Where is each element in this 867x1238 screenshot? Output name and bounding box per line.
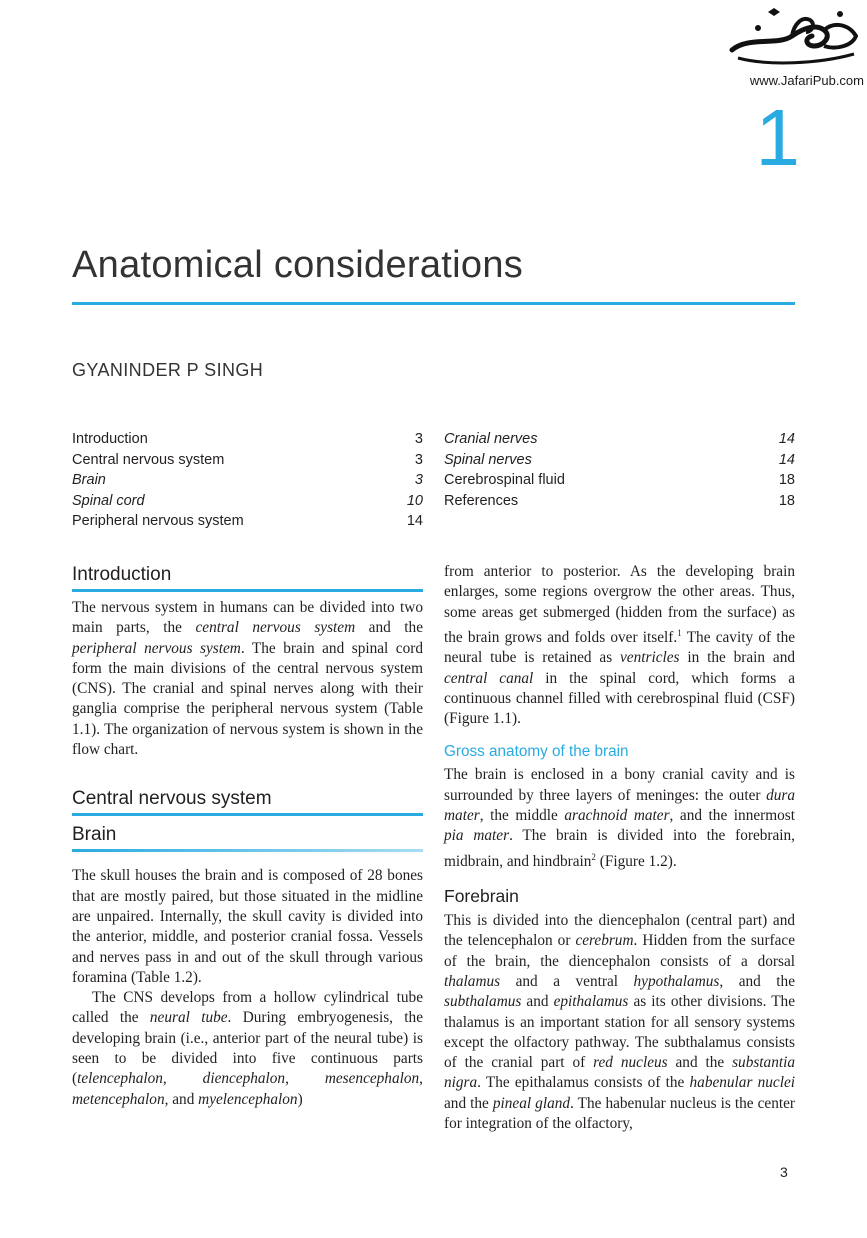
toc-label: Cerebrospinal fluid bbox=[444, 472, 565, 488]
text-run: ) bbox=[297, 1090, 303, 1108]
italic-term: arachnoid mater bbox=[564, 807, 670, 825]
heading-rule bbox=[72, 849, 423, 852]
text-run: . The brain is divided into the forebrain, midbrain, and hindbrain bbox=[444, 827, 796, 870]
toc-entry[interactable] bbox=[72, 450, 423, 471]
italic-term: mesencephalon bbox=[324, 1070, 420, 1088]
toc-label: Brain bbox=[72, 472, 106, 488]
text-run: . The epithalamus consists of the bbox=[477, 1074, 690, 1092]
subsection-heading-brain: Brain bbox=[72, 824, 117, 846]
reference-superscript: 1 bbox=[677, 627, 682, 638]
toc-label: Spinal cord bbox=[72, 492, 145, 509]
toc-label: References bbox=[444, 492, 519, 509]
toc-entry[interactable] bbox=[72, 511, 423, 532]
development-paragraph bbox=[444, 562, 795, 729]
toc-page: 3 bbox=[414, 431, 423, 447]
toc-entry[interactable] bbox=[444, 450, 795, 471]
toc-label: Central nervous system bbox=[72, 451, 225, 468]
toc-label: Introduction bbox=[72, 431, 148, 447]
text-run: , and the bbox=[719, 972, 795, 990]
italic-term: epithalamus bbox=[553, 993, 629, 1011]
text-run: The CNS develops from a hollow cylindrical tube called the bbox=[72, 989, 423, 1027]
text-run: and a ventral bbox=[500, 972, 634, 990]
italic-term: red nucleus bbox=[593, 1054, 668, 1072]
subsection-heading-gross-anatomy: Gross anatomy of the brain bbox=[444, 743, 629, 761]
text-run: from anterior to posterior. As the developing brain enlarges, some regions overgrow the other areas. Thus, some areas get submerged (hidden from the surface) as the brain grows and folds over itself. bbox=[444, 563, 795, 646]
italic-term: ventricles bbox=[620, 649, 680, 667]
italic-term: habenular nuclei bbox=[689, 1074, 795, 1092]
italic-term: diencephalon bbox=[202, 1070, 286, 1088]
brain-paragraph-2 bbox=[72, 988, 423, 1110]
italic-term: thalamus bbox=[444, 972, 501, 990]
italic-term: metencephalon bbox=[72, 1090, 165, 1108]
reference-superscript: 2 bbox=[591, 851, 596, 862]
toc-right-column bbox=[444, 429, 795, 511]
italic-term: cerebrum bbox=[575, 932, 634, 950]
forebrain-paragraph bbox=[444, 911, 795, 1134]
text-run: , and the innermost bbox=[669, 807, 795, 825]
italic-term: peripheral nervous system bbox=[72, 639, 241, 657]
toc-entry[interactable] bbox=[72, 470, 423, 491]
publisher-url: www.JafariPub.com bbox=[749, 73, 864, 88]
italic-term: pineal gland bbox=[492, 1094, 571, 1112]
toc-entry[interactable] bbox=[444, 470, 795, 491]
right-column bbox=[444, 562, 795, 1134]
toc-page: 3 bbox=[414, 451, 423, 468]
text-run: and the bbox=[444, 1094, 493, 1112]
text-run: . Hidden from the surface of the brain, the diencephalon consists of a dorsal bbox=[444, 932, 796, 970]
text-run: This is divided into the diencephalon (central part) and the telencephalon or bbox=[444, 912, 795, 950]
italic-term: subthalamus bbox=[444, 993, 522, 1011]
toc-page: 14 bbox=[778, 451, 795, 468]
toc-entry[interactable] bbox=[72, 429, 423, 450]
text-run: The brain is enclosed in a bony cranial cavity and is surrounded by three layers of meninges: the outer bbox=[444, 766, 795, 804]
publisher-logo bbox=[728, 6, 858, 68]
subsection-heading-forebrain: Forebrain bbox=[444, 886, 519, 907]
text-run: . The habenular nucleus is the center for integration of the olfactory, bbox=[444, 1094, 795, 1133]
gross-anatomy-paragraph bbox=[444, 765, 795, 872]
heading-rule bbox=[72, 813, 423, 816]
heading-rule bbox=[72, 589, 423, 592]
brain-paragraph-1: The skull houses the brain and is composed of 28 bones that are mostly paired, but those situated in the midline are unpaired. Internally, the skull cavity is divided into the anterior, middle, and posterior cranial fossa. Vessels and nerves pass in and out of the skull through various foramina (Table 1.2). bbox=[72, 867, 423, 986]
text-run: as its other divisions. The thalamus is an important station for all sensory systems except the olfactory pathway. The subthalamus consists of the cranial part of bbox=[444, 993, 795, 1072]
left-column bbox=[72, 558, 423, 1110]
italic-term: neural tube bbox=[149, 1009, 228, 1027]
toc-page: 18 bbox=[778, 472, 795, 488]
text-run: and the bbox=[355, 619, 423, 637]
text-run: in the brain and bbox=[679, 649, 795, 667]
italic-term: central canal bbox=[444, 669, 534, 687]
intro-paragraph bbox=[72, 598, 423, 760]
text-run: (Figure 1.2). bbox=[595, 852, 677, 870]
text-run: . The brain and spinal cord form the main divisions of the central nervous system (CNS). The cranial and spinal nerves along with their ganglia comprise the peripheral nervous system (Table 1.1). The organization of nervous system is shown in the flow chart. bbox=[72, 639, 423, 759]
italic-term: pia mater bbox=[444, 827, 510, 845]
italic-term: telencephalon bbox=[77, 1070, 163, 1088]
italic-term: myelencephalon bbox=[198, 1090, 298, 1108]
text-run: , the middle bbox=[479, 807, 565, 825]
chapter-author: GYANINDER P SINGH bbox=[72, 360, 264, 380]
toc-entry[interactable] bbox=[72, 491, 423, 512]
italic-term: central nervous system bbox=[195, 619, 356, 637]
title-rule bbox=[72, 302, 795, 305]
toc-page: 14 bbox=[778, 431, 795, 447]
toc-label: Peripheral nervous system bbox=[72, 513, 244, 529]
text-run: in the spinal cord, which forms a continuous channel filled with cerebrospinal fluid (CSF) (Figure 1.1). bbox=[444, 669, 795, 728]
italic-term: dura mater bbox=[444, 786, 795, 825]
text-run: , and bbox=[164, 1090, 199, 1108]
toc-page: 3 bbox=[414, 472, 423, 488]
text-run: and bbox=[521, 993, 554, 1011]
toc-label: Cranial nerves bbox=[444, 431, 538, 447]
text-run: The nervous system in humans can be divided into two main parts, the bbox=[72, 599, 423, 637]
toc-entry[interactable] bbox=[444, 429, 795, 450]
text-run: , bbox=[285, 1070, 325, 1088]
section-heading-cns: Central nervous system bbox=[72, 788, 272, 810]
text-run: , bbox=[419, 1070, 423, 1088]
text-run: . During embryogenesis, the developing brain (i.e., anterior part of the neural tube) is seen to be divided into five continuous parts ( bbox=[72, 1009, 423, 1088]
page-number: 3 bbox=[780, 1164, 788, 1180]
toc-page: 10 bbox=[406, 492, 423, 509]
italic-term: substantia nigra bbox=[444, 1054, 796, 1092]
toc-entry[interactable] bbox=[444, 491, 795, 512]
toc-left-column bbox=[72, 429, 423, 532]
text-run: , bbox=[162, 1070, 203, 1088]
section-heading-introduction: Introduction bbox=[72, 564, 172, 585]
text-run: The cavity of the neural tube is retained as bbox=[444, 628, 796, 667]
toc-page: 14 bbox=[406, 513, 423, 529]
chapter-title: Anatomical considerations bbox=[72, 244, 524, 286]
toc-label: Spinal nerves bbox=[444, 451, 532, 468]
text-run: and the bbox=[667, 1054, 733, 1072]
italic-term: hypothalamus bbox=[633, 972, 720, 990]
chapter-number: 1 bbox=[755, 93, 800, 182]
toc-page: 18 bbox=[778, 492, 795, 509]
